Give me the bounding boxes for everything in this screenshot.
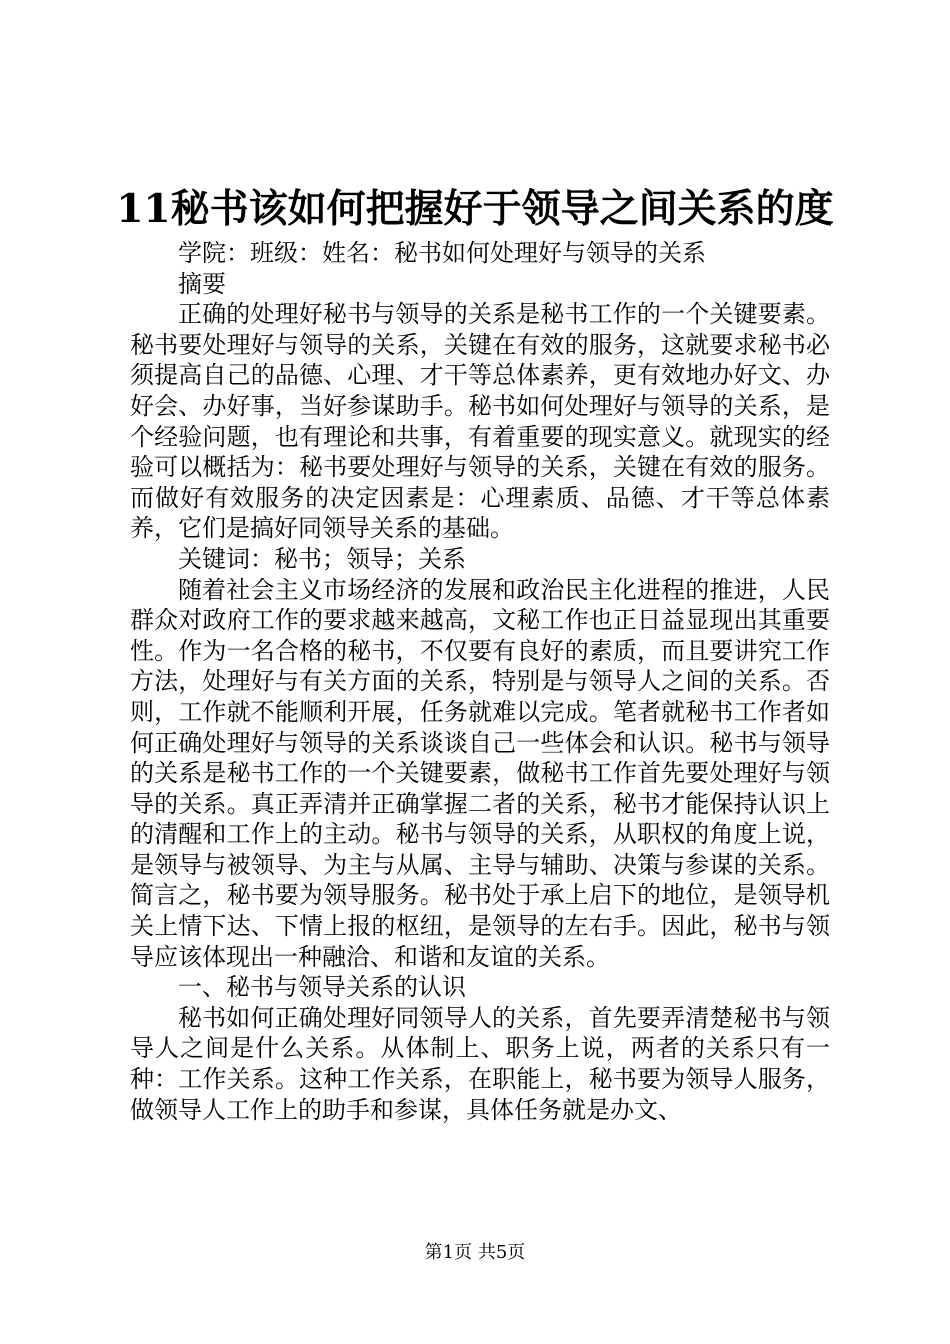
abstract-paragraph: 正确的处理好秘书与领导的关系是秘书工作的一个关键要素。秘书要处理好与领导的关系，关键在有效的服务，这就要求秘书必须提高自己的品德、心理、才干等总体素养，更有效地办好文、办好会、办好事，当好参谋助手。秘书如何处理好与领导的关系，是个经验问题，也有理论和共事，有着重要的现实意义。就现实的经验可以概括为：秘书要处理好与领导的关系，关键在有效的服务。而做好有效服务的决定因素是：心理素质、品德、才干等总体素养，它们是搞好同领导关系的基础。 xyxy=(130,300,830,543)
document-body xyxy=(130,238,830,1125)
body-paragraph: 随着社会主义市场经济的发展和政治民主化进程的推进，人民群众对政府工作的要求越来越高，文秘工作也正日益显现出其重要性。作为一名合格的秘书，不仅要有良好的素质，而且要讲究工作方法，处理好与有关方面的关系，特别是与领导人之间的关系。否则，工作就不能顺利开展，任务就难以完成。笔者就秘书工作者如何正确处理好与领导的关系谈谈自己一些体会和认识。秘书与领导的关系是秘书工作的一个关键要素，做秘书工作首先要处理好与领导的关系。真正弄清并正确掌握二者的关系，秘书才能保持认识上的清醒和工作上的主动。秘书与领导的关系，从职权的角度上说，是领导与被领导、为主与从属、主导与辅助、决策与参谋的关系。简言之，秘书要为领导服务。秘书处于承上启下的地位，是领导机关上情下达、下情上报的枢纽，是领导的左右手。因此，秘书与领导应该体现出一种融洽、和谐和友谊的关系。 xyxy=(130,575,830,971)
page-footer: 第1页 共5页 xyxy=(424,1242,526,1263)
document-title: 11秘书该如何把握好于领导之间关系的度 xyxy=(116,186,834,232)
section-heading: 一、秘书与领导关系的认识 xyxy=(178,973,466,1002)
abstract-heading: 摘要 xyxy=(178,269,226,298)
keywords-line: 关键词：秘书；领导；关系 xyxy=(178,544,466,573)
body-paragraph: 秘书如何正确处理好同领导人的关系，首先要弄清楚秘书与领导人之间是什么关系。从体制上、职务上说，两者的关系只有一种：工作关系。这种工作关系，在职能上，秘书要为领导人服务，做领导人工作上的助手和参谋，具体任务就是办文、 xyxy=(130,1003,830,1124)
author-line: 学院：班级：姓名：秘书如何处理好与领导的关系 xyxy=(178,239,706,267)
